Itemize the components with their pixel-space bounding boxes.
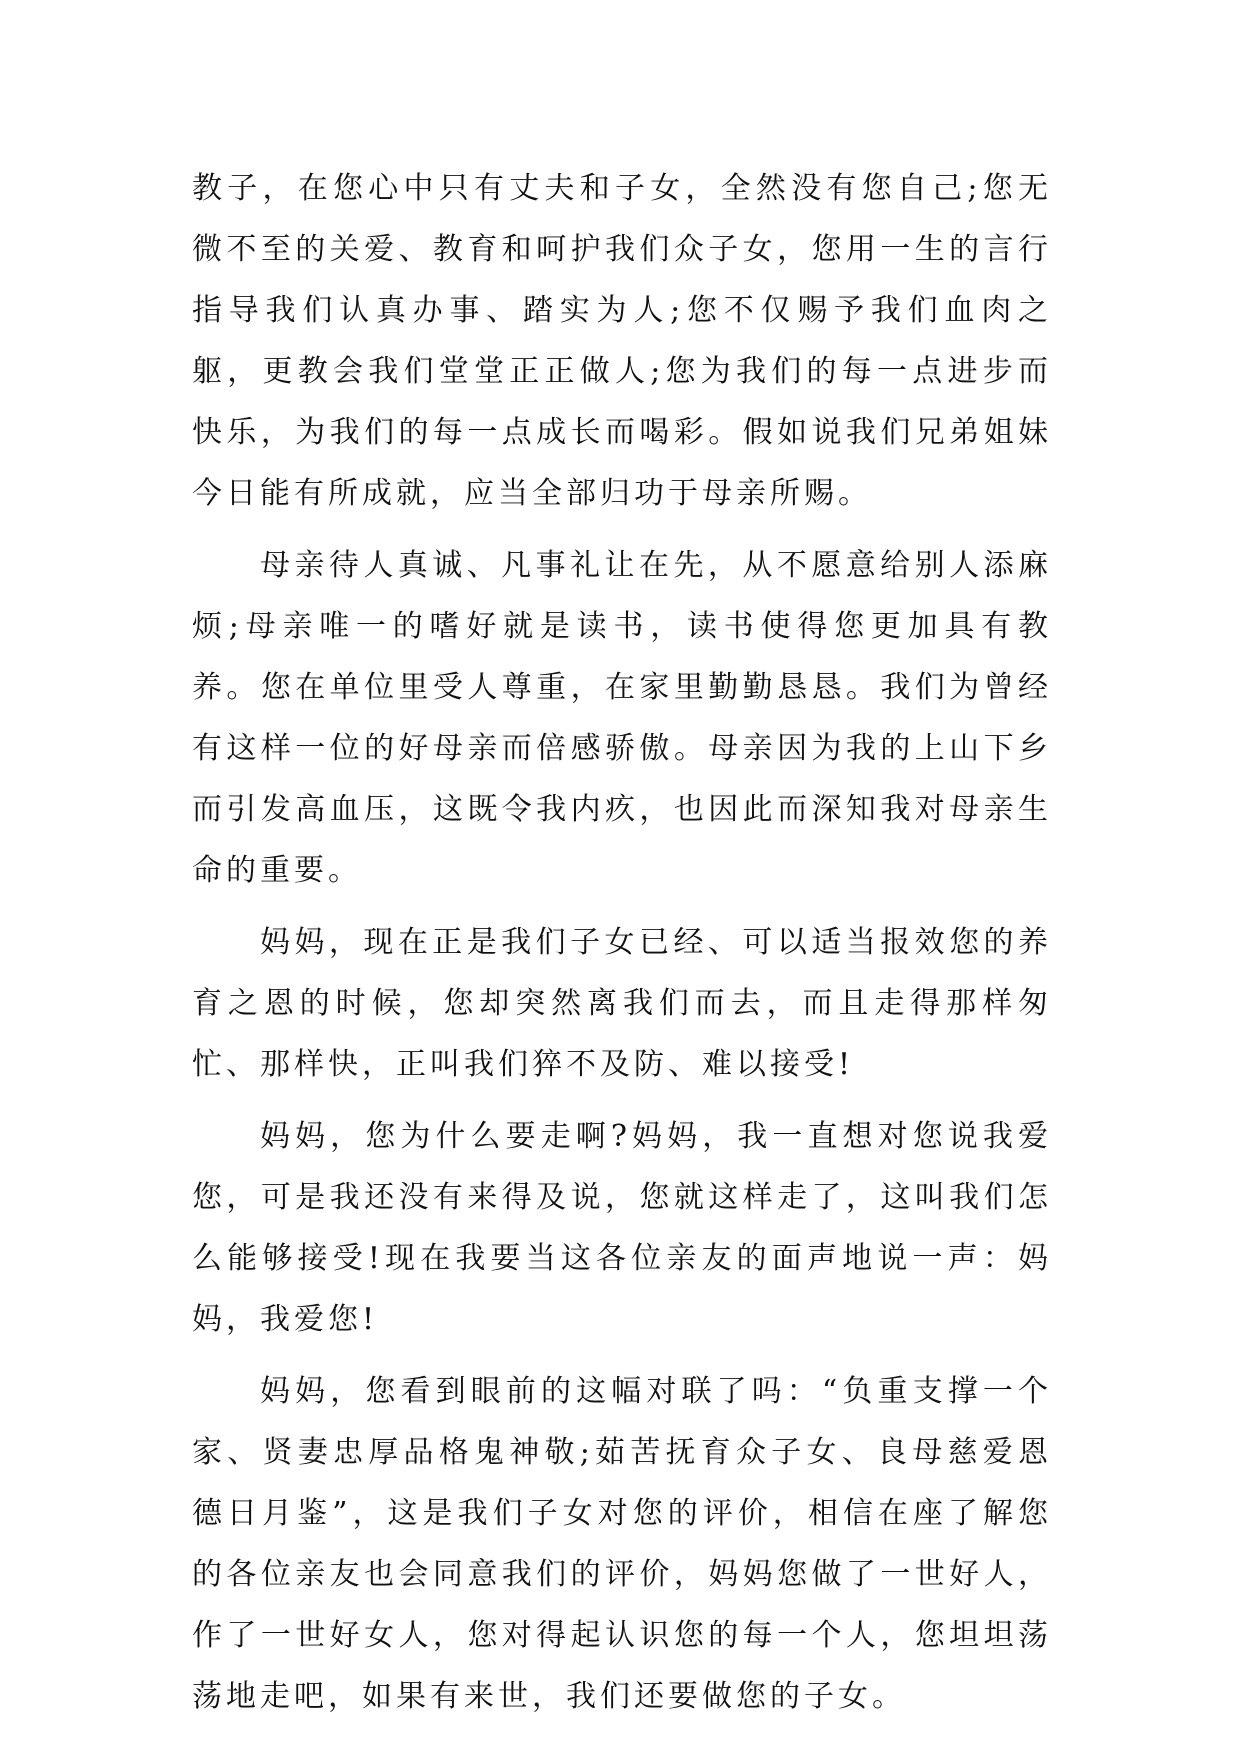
paragraph-2: 母亲待人真诚、凡事礼让在先，从不愿意给别人添麻烦;母亲唯一的嗜好就是读书，读书使得您更加具有教养。您在单位里受人尊重，在家里勤勤恳恳。我们为曾经有这样一位的好母亲而倍感骄傲。母亲因为我的上山下乡而引发高血压，这既令我内疚，也因此而深知我对母亲生命的重要。: [192, 548, 1052, 888]
paragraph-3: 妈妈，现在正是我们子女已经、可以适当报效您的养育之恩的时候，您却突然离我们而去，而且走得那样匆忙、那样快，正叫我们猝不及防、难以接受!: [192, 925, 1052, 1082]
paragraph-4: 妈妈，您为什么要走啊?妈妈，我一直想对您说我爱您，可是我还没有来得及说，您就这样走了，这叫我们怎么能够接受!现在我要当这各位亲友的面声地说一声：妈妈，我爱您!: [192, 1119, 1052, 1337]
document-body: [192, 158, 1052, 1738]
paragraph-5: 妈妈，您看到眼前的这幅对联了吗：“负重支撑一个家、贤妻忠厚品格鬼神敬;茹苦抚育众子女、良母慈爱恩德日月鉴”，这是我们子女对您的评价，相信在座了解您的各位亲友也会同意我们的评价，妈妈您做了一世好人，作了一世好女人，您对得起认识您的每一个人，您坦坦荡荡地走吧，如果有来世，我们还要做您的子女。: [192, 1374, 1052, 1714]
paragraph-1: 教子，在您心中只有丈夫和子女，全然没有您自己;您无微不至的关爱、教育和呵护我们众子女，您用一生的言行指导我们认真办事、踏实为人;您不仅赐予我们血肉之躯，更教会我们堂堂正正做人;您为我们的每一点进步而快乐，为我们的每一点成长而喝彩。假如说我们兄弟姐妹今日能有所成就，应当全部归功于母亲所赐。: [192, 171, 1052, 511]
